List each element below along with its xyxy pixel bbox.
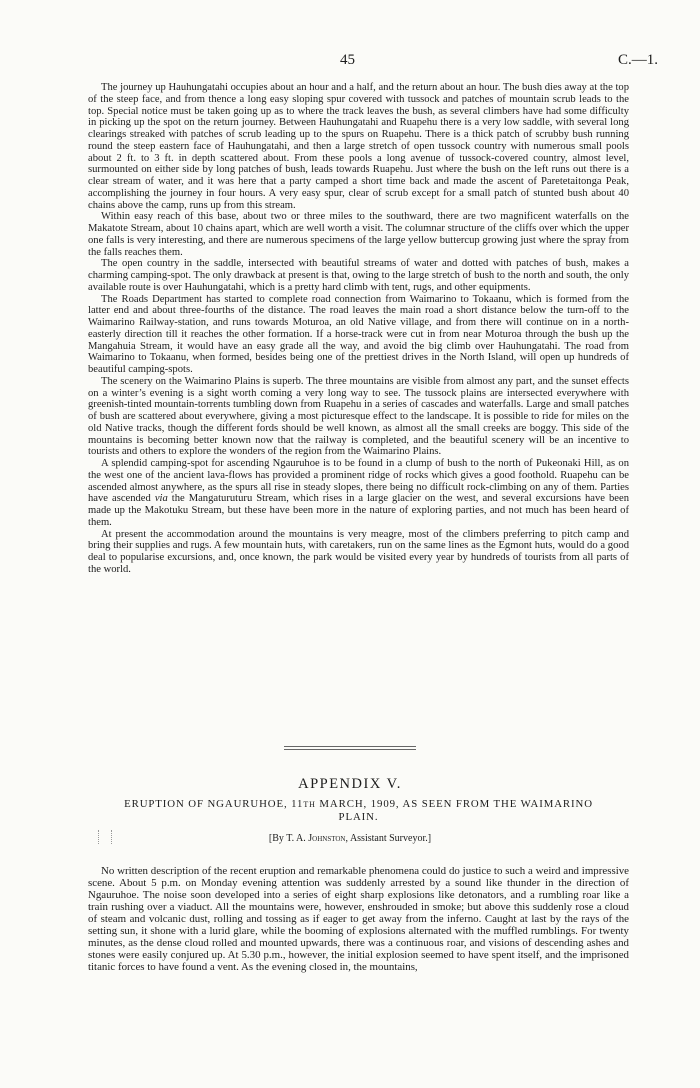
paragraph: The open country in the saddle, intersected with beautiful streams of water and dotted with patches of bush, makes a charming camping-spot. The only drawback at present is that, owing to the large stretch of bush to the north and south, the only available route is over Hauhungatahi, which is a pretty hard climb with tent, rugs, and other equipments.: [88, 258, 629, 293]
author-name: Johnston: [308, 833, 346, 844]
page-number: 45: [340, 52, 355, 68]
title-text: MARCH, 1909, AS SEEN FROM THE WAIMARINO: [315, 798, 593, 810]
appendix-title: [88, 798, 629, 824]
document-reference: C.—1.: [617, 52, 658, 68]
text-run: A splendid camping-spot for ascending Ngauruhoe is to be found in a clump of bush to the north of Pukeonaki Hill, as on the west one of the ancient lava-flows has provided a prominent ridge of rocks which gives a good foothold. Ruapehu can be ascended almost anywhere, as the spurs all rise in steady slopes, there being no difficult rock-climbing on any of them. Parties have ascended: [88, 458, 629, 505]
title-text: ERUPTION OF NGAURUHOE, 11: [124, 798, 304, 810]
paragraph: [88, 458, 629, 529]
page-header: [0, 52, 700, 72]
paragraph: At present the accommodation around the mountains is very meagre, most of the climbers preferring to pitch camp and bring their supplies and rugs. A few mountain huts, with caretakers, run on the same lines as the Egmont huts, would do a good deal to popularise excursions, and, once known, the park would be visited every year by hundreds of tourists from all parts of the world.: [88, 528, 629, 575]
section-divider: [284, 746, 416, 750]
ordinal-suffix: TH: [303, 800, 316, 809]
main-text: [88, 82, 629, 576]
title-line: [88, 798, 629, 811]
appendix-text: [88, 866, 629, 974]
paragraph: The Roads Department has started to complete road connection from Waimarino to Tokaanu, which is formed from the latter end and about three-fourths of the distance. The road leaves the main road a short distance below the turn-off to the Waimarino Railway-station, and runs towards Moturoa, an old Native village, and from there will continue on in a north-easterly direction till it reaches the other formation. If a horse-track were cut in from near Moturoa through the bush up the Mangahuia Stream, it would have an easy grade all the way, and avoid the big climb over Hauhungatahi. The road from Waimarino to Tokaanu, when formed, besides being one of the prettiest drives in the North Island, will open up hundreds of beautiful camping-spots.: [88, 293, 629, 375]
paragraph: The scenery on the Waimarino Plains is superb. The three mountains are visible from almost any part, and the sunset effects on a winter’s evening is a sight worth coming a very long way to see. The tussock plains are intersected everywhere with greenish-tinted mountain-torrents tumbling down from Ruapehu in a series of cascades and waterfalls. Large and small patches of bush are scattered about everywhere, giving a most picturesque effect to the landscape. It is possible to ride for miles on the old Native tracks, though the different fords should be well known, as almost all the small creeks are boggy. This side of the mountains is becoming better known now that the railway is completed, and the beautiful scenery will be an incentive to tourists and others to explore the wonders of the region from the Waimarino Plains.: [88, 375, 629, 458]
paragraph: No written description of the recent eruption and remarkable phenomena could do justice to such a weird and impressive scene. About 5 p.m. on Monday evening attention was suddenly arrested by a sound like thunder in the direction of Ngauruhoe. The noise soon developed into a series of eight sharp explosions like detonators, and a rumbling roar like a train rushing over a viaduct. All the mountains were, however, enshrouded in smoke; but above this suddenly rose a cloud of steam and volcanic dust, rolling and tossing as if eager to get away from the inferno. Caught at last by the rays of the setting sun, it shone with a lurid glare, while the booming of explosions alternated with the muffled rumblings. For twenty minutes, as the dense cloud rolled and mounted upwards, there was a continuous roar, and visions of descending ashes and stones were easily conjured up. At 5.30 p.m., however, the initial explosion seemed to have spent itself, and the imprisoned titanic forces to have found a vent. As the evening closed in, the mountains,: [88, 865, 629, 973]
byline: [0, 833, 700, 844]
paragraph: The journey up Hauhungatahi occupies about an hour and a half, and the return about an hour. The bush dies away at the top of the steep face, and from thence a long easy sloping spur covered with tussock and patches of mountain scrub leads to the top. Special notice must be taken going up as to where the track leaves the bush, as several climbers have had some difficulty in picking up the spot on the return journey. Between Hauhungatahi and Ruapehu there is a very low saddle, with several long clearings streaked with patches of scrub leading up to the spurs on Ruapehu. There is a thick patch of scrubby bush running round the steep eastern face of Hauhungatahi, and then a large stretch of open tussock country with numerous small pools about 2 ft. to 3 ft. in depth scattered about. From these pools a long avenue of tussock-covered country, almost level, surmounted on either side by long patches of bush, leads towards Ruapehu. Just where the bush on the left runs out there is a clear stream of water, and it was here that a party camped a short time back and made the ascent of Paretetaitonga Peak, accomplishing the journey in four hours. A very easy spur, clear of scrub except for a small patch of stunted bush about 40 chains above the camp, runs up from this stream.: [88, 82, 629, 211]
byline-text: [By T. A.: [268, 833, 309, 844]
title-line: PLAIN.: [338, 811, 379, 823]
paragraph: Within easy reach of this base, about two or three miles to the southward, there are two magnificent waterfalls on the Makatote Stream, about 10 chains apart, which are well worth a visit. The columnar structure of the cliffs over which the upper one falls is very interesting, and there are numerous specimens of the large yellow buttercup growing just where the spray from the falls reaches them.: [88, 211, 629, 258]
italic-text: via: [154, 493, 168, 505]
byline-text: , Assistant Surveyor.]: [345, 833, 432, 844]
appendix-heading: APPENDIX V.: [298, 776, 402, 792]
text-run: the Mangaturuturu Stream, which rises in a large glacier on the west, and several excursions have been made up the Makotuku Stream, but these have been more in the nature of exploring parties, and not much has been heard of them.: [88, 493, 629, 528]
